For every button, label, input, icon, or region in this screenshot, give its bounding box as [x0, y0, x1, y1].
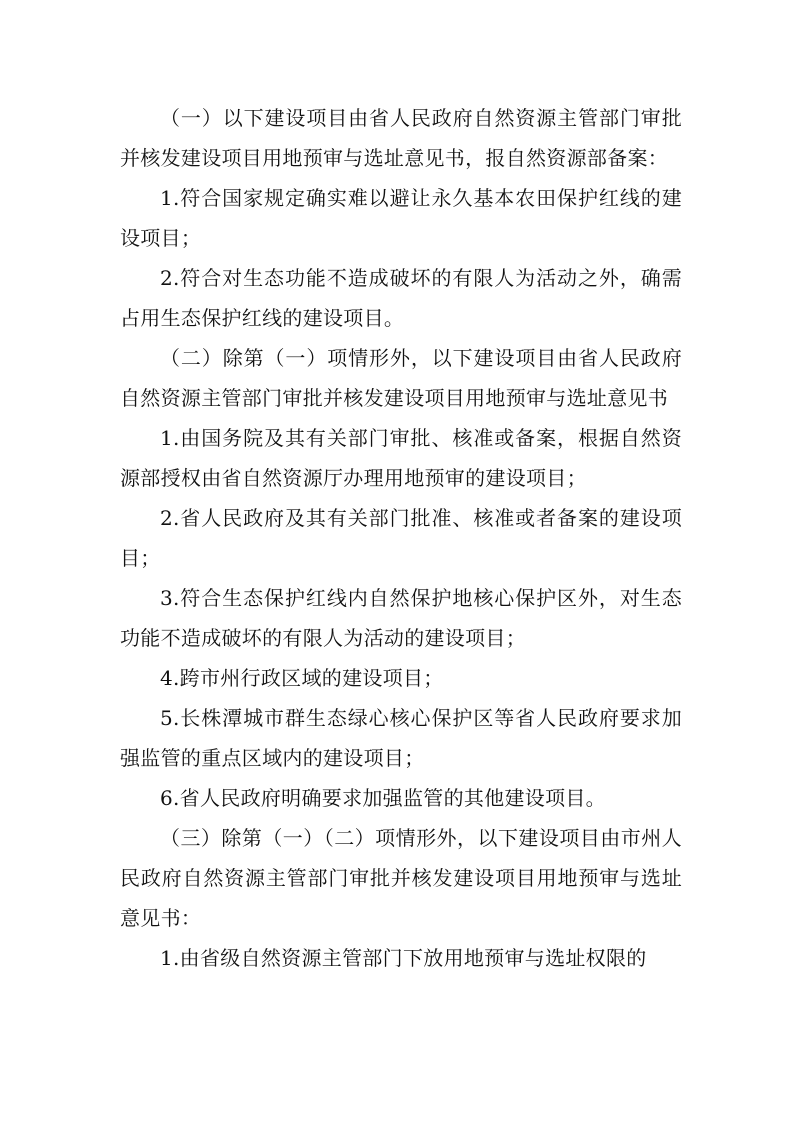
- paragraph-section-2-item-3: 3.符合生态保护红线内自然保护地核心保护区外，对生态功能不造成破坏的有限人为活动的建设项目；: [120, 586, 682, 650]
- paragraph-section-2-item-5: 5.长株潭城市群生态绿心核心保护区等省人民政府要求加强监管的重点区域内的建设项目；: [120, 706, 682, 770]
- paragraph-section-2-item-6: 6.省人民政府明确要求加强监管的其他建设项目。: [160, 786, 606, 810]
- paragraph-section-2-intro: （二）除第（一）项情形外，以下建设项目由省人民政府自然资源主管部门审批并核发建设项目用地预审与选址意见书: [120, 346, 682, 410]
- paragraph-section-1-item-2: 2.符合对生态功能不造成破坏的有限人为活动之外，确需占用生态保护红线的建设项目。: [120, 266, 682, 330]
- paragraph-section-1-item-1: 1.符合国家规定确实难以避让永久基本农田保护红线的建设项目；: [120, 186, 682, 250]
- paragraph-section-2-item-1: 1.由国务院及其有关部门审批、核准或备案，根据自然资源部授权由省自然资源厅办理用地预审的建设项目；: [120, 426, 682, 490]
- paragraph-section-3-item-1: 1.由省级自然资源主管部门下放用地预审与选址权限的: [160, 946, 647, 970]
- paragraph-section-2-item-2: 2.省人民政府及其有关部门批准、核准或者备案的建设项目；: [120, 506, 682, 570]
- paragraph-section-1-intro: （一）以下建设项目由省人民政府自然资源主管部门审批并核发建设项目用地预审与选址意见书，报自然资源部备案：: [120, 106, 682, 170]
- paragraph-section-2-item-4: 4.跨市州行政区域的建设项目；: [160, 666, 444, 690]
- paragraph-section-3-intro: （三）除第（一）（二）项情形外，以下建设项目由市州人民政府自然资源主管部门审批并核发建设项目用地预审与选址意见书：: [120, 826, 682, 930]
- document-body: [120, 98, 682, 978]
